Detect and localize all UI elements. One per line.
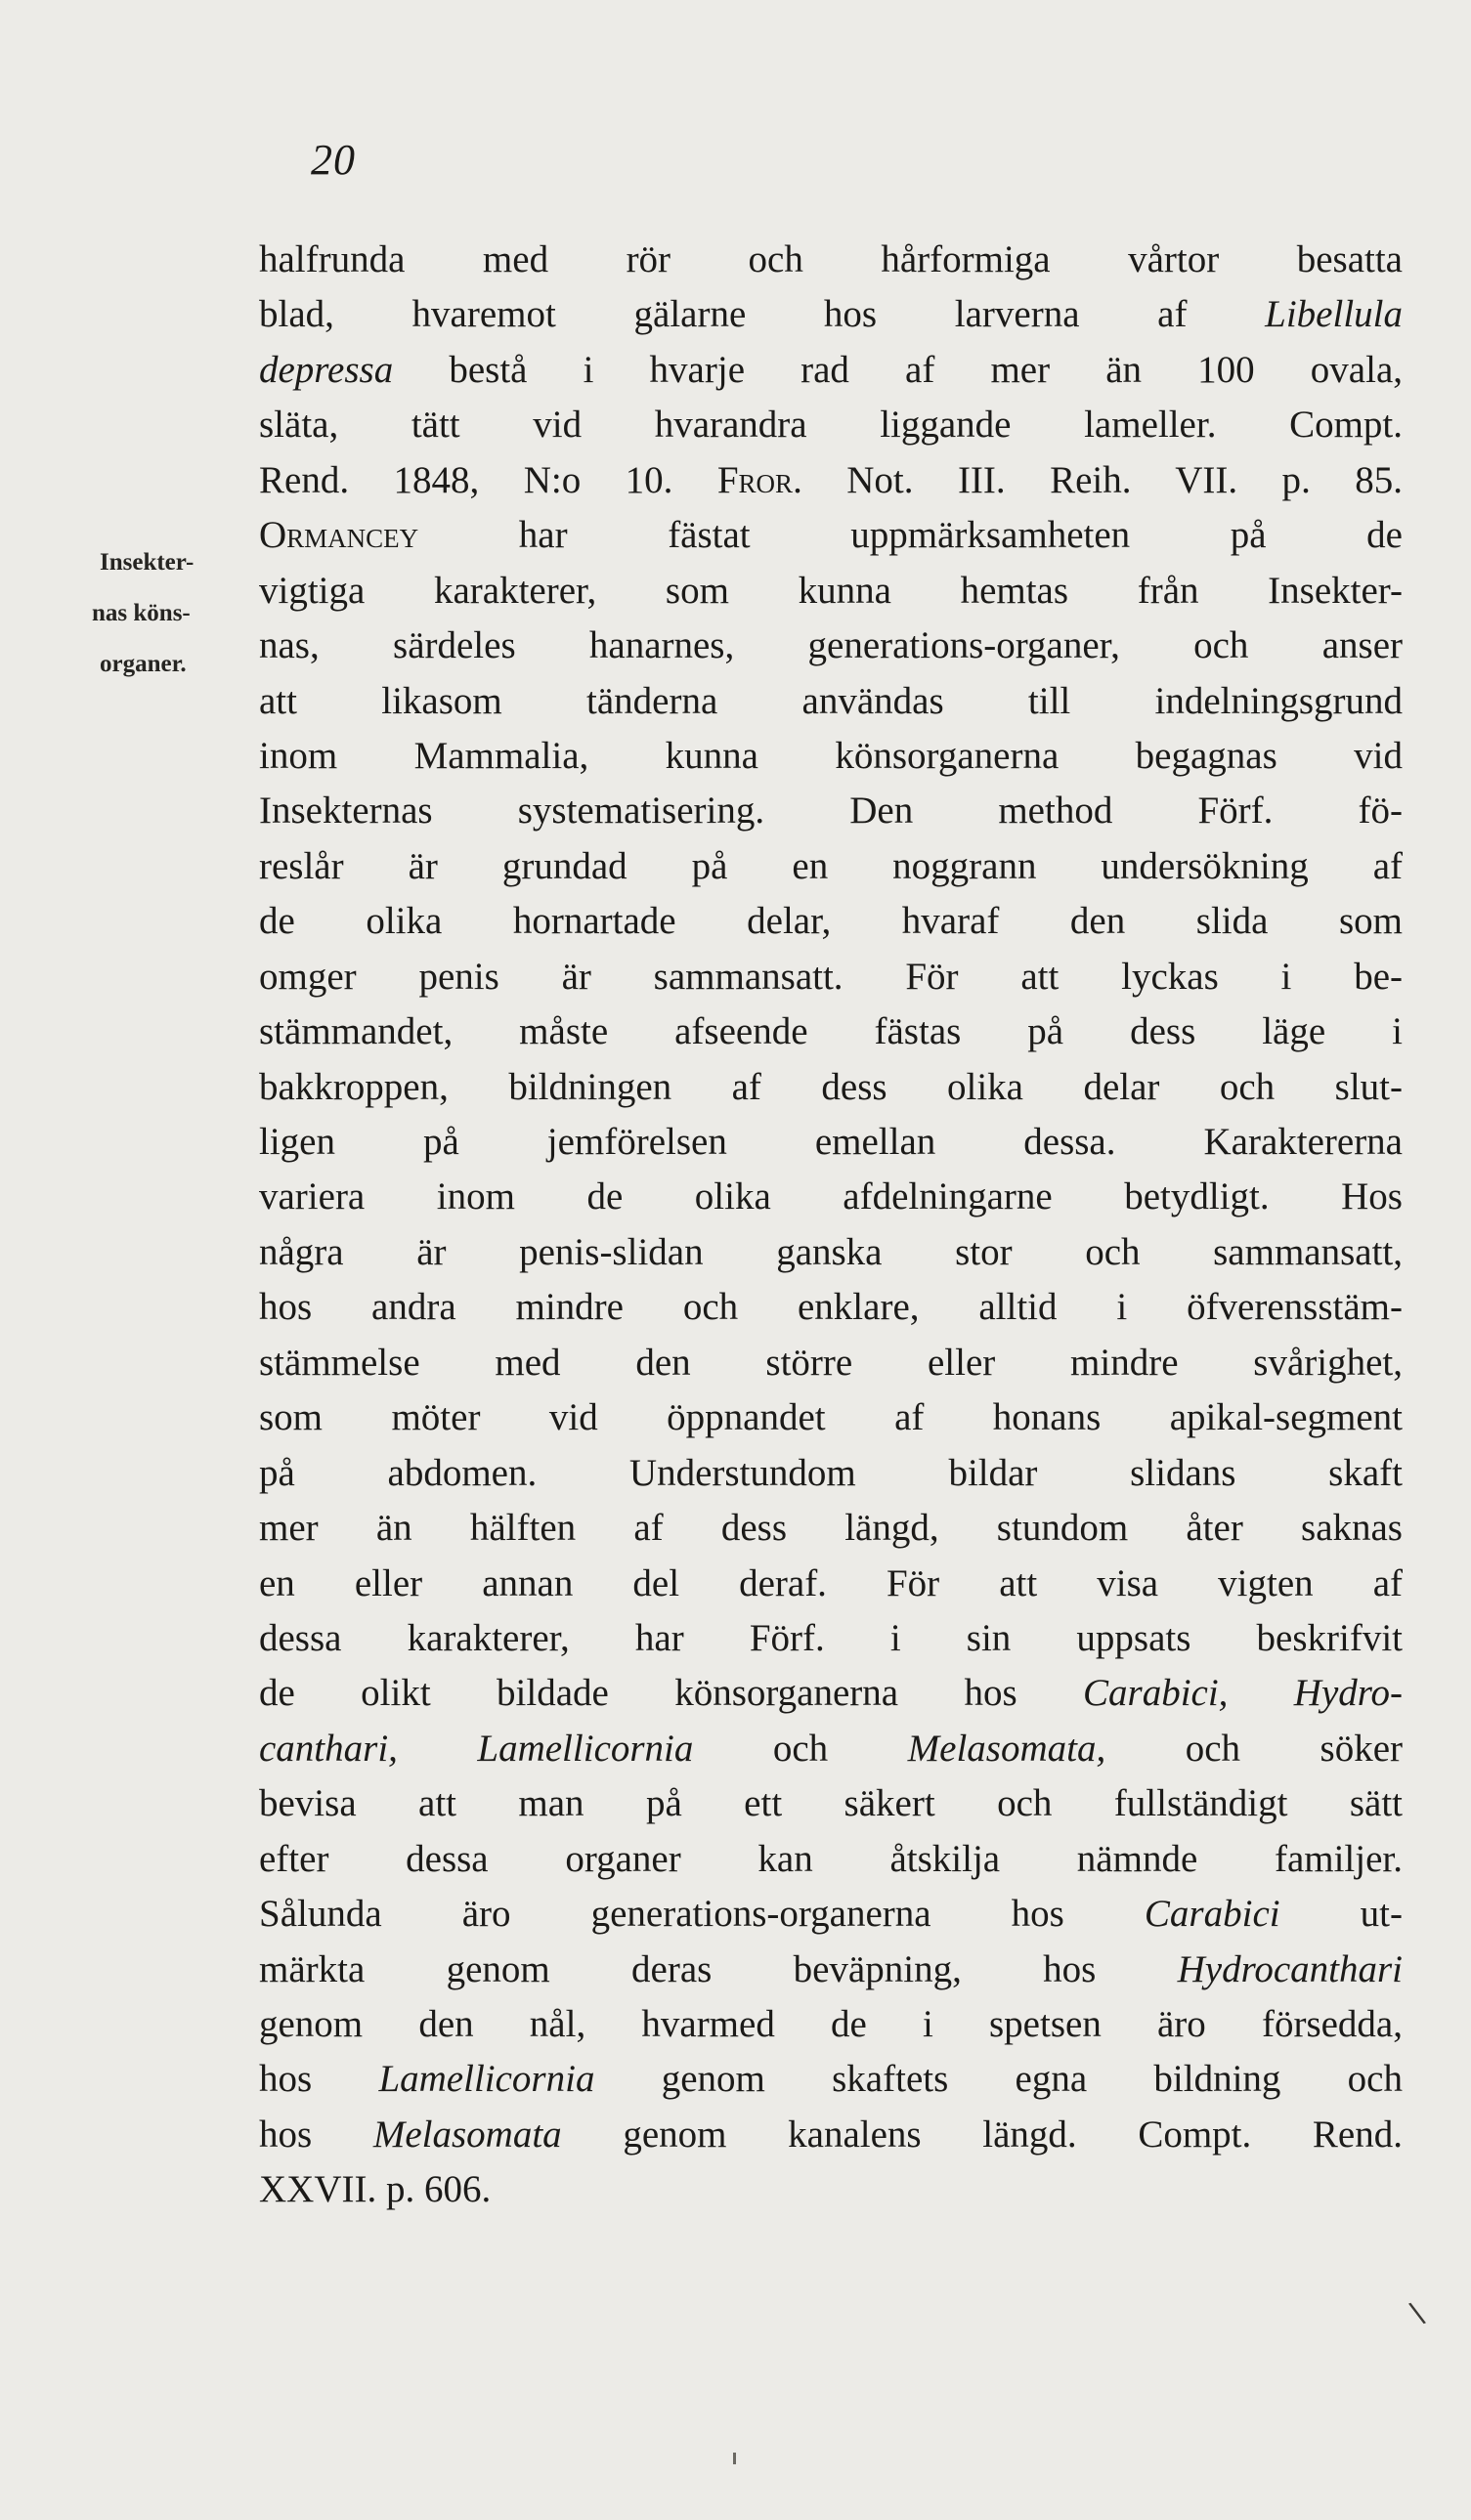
text-line <box>259 1611 1403 1666</box>
text-line <box>259 784 1403 838</box>
text-segment: hos <box>259 2058 379 2101</box>
text-line <box>259 1004 1403 1059</box>
stray-dot <box>733 2453 736 2464</box>
text-segment: dessa karakterer, har Förf. i sin uppsats beskrifvit <box>259 1616 1403 1659</box>
text-segment: och söker <box>1105 1727 1403 1770</box>
stray-mark: \ <box>1406 2295 1428 2331</box>
text-line <box>259 1666 1403 1721</box>
text-segment: inom Mammalia, kunna könsorganerna begagnas vid <box>259 734 1403 777</box>
text-segment: stämmelse med den större eller mindre svårighet, <box>259 1341 1403 1384</box>
text-line <box>259 233 1403 287</box>
text-line <box>259 839 1403 894</box>
text-segment: omger penis är sammansatt. För att lyckas i be- <box>259 955 1403 998</box>
text-segment: hos andra mindre och enklare, alltid i öfverensstäm- <box>259 1286 1403 1329</box>
small-caps-name: Fror <box>716 458 794 501</box>
text-segment: stämmandet, måste afseende fästas på dess läge i <box>259 1010 1403 1053</box>
text-line <box>259 564 1403 619</box>
italic-term: Libellula <box>1265 293 1403 336</box>
text-segment: variera inom de olika afdelningarne betydligt. Hos <box>259 1175 1403 1218</box>
text-segment: hos <box>259 2113 373 2156</box>
italic-term: Carabici <box>1144 1893 1280 1936</box>
text-line <box>259 619 1403 673</box>
italic-term: Lamellicornia <box>378 2058 595 2101</box>
text-segment: efter dessa organer kan åtskilja nämnde familjer. <box>259 1837 1403 1880</box>
italic-term: depressa <box>259 348 394 391</box>
text-segment: och <box>693 1727 908 1770</box>
text-segment: XXVII. p. 606. <box>259 2168 492 2211</box>
text-line <box>259 1557 1403 1611</box>
text-line <box>259 508 1403 563</box>
small-caps-name: Ormancey <box>259 514 419 557</box>
text-line <box>259 343 1403 398</box>
text-segment: som möter vid öppnandet af honans apikal-segment <box>259 1396 1403 1439</box>
text-segment: Sålunda äro generations-organerna hos <box>259 1893 1145 1936</box>
text-line <box>259 1887 1403 1942</box>
text-segment: de olikt bildade könsorganerna hos <box>259 1672 1083 1715</box>
page-number: 20 <box>311 136 356 184</box>
text-line <box>259 287 1403 342</box>
text-line <box>259 2108 1403 2162</box>
text-line <box>259 1943 1403 1997</box>
text-line <box>259 1446 1403 1501</box>
text-line <box>259 1722 1403 1776</box>
text-segment: Rend. 1848, N:o 10. <box>259 458 717 501</box>
text-segment: bevisa att man på ett säkert och fullständigt sätt <box>259 1782 1403 1825</box>
body-text <box>259 233 1403 2218</box>
text-line <box>259 1280 1403 1335</box>
italic-term: Hydrocanthari <box>1177 1947 1403 1990</box>
text-segment: några är penis-slidan ganska stor och sammansatt, <box>259 1230 1403 1273</box>
margin-note-line: organer. <box>100 651 187 677</box>
text-line <box>259 398 1403 452</box>
margin-note <box>92 537 266 690</box>
text-line <box>259 2162 1403 2217</box>
text-line <box>259 674 1403 729</box>
text-segment: Insekternas systematisering. Den method Förf. fö- <box>259 790 1403 833</box>
text-segment: ligen på jemförelsen emellan dessa. Karaktererna <box>259 1121 1403 1163</box>
italic-term: Melasomata, <box>907 1727 1106 1770</box>
text-segment: genom den nål, hvarmed de i spetsen äro försedda, <box>259 2003 1403 2045</box>
text-segment: märkta genom deras beväpning, hos <box>259 1947 1178 1990</box>
text-segment: nas, särdeles hanarnes, generations-organer, och anser <box>259 624 1403 667</box>
italic-term: canthari, Lamellicornia <box>259 1727 694 1770</box>
text-segment: . Not. III. Reih. VII. p. 85. <box>793 458 1404 501</box>
text-line <box>259 894 1403 949</box>
text-segment: blad, hvaremot gälarne hos larverna af <box>259 293 1266 336</box>
text-segment: har fästat uppmärksamheten på de <box>418 514 1403 557</box>
text-segment: genom kanalens längd. Compt. Rend. <box>561 2113 1403 2156</box>
italic-term: Carabici, Hydro- <box>1083 1672 1403 1715</box>
text-line <box>259 2052 1403 2107</box>
text-segment: en eller annan del deraf. För att visa vigten af <box>259 1561 1403 1604</box>
text-segment: bakkroppen, bildningen af dess olika delar och slut- <box>259 1065 1403 1108</box>
text-line <box>259 1170 1403 1224</box>
text-segment: mer än hälften af dess längd, stundom åter saknas <box>259 1507 1403 1550</box>
text-segment: på abdomen. Understundom bildar slidans skaft <box>259 1451 1403 1494</box>
text-line <box>259 1501 1403 1556</box>
margin-note-line: nas köns- <box>92 600 191 626</box>
text-segment: vigtiga karakterer, som kunna hemtas från Insekter- <box>259 569 1403 612</box>
text-line <box>259 729 1403 784</box>
text-line <box>259 1776 1403 1831</box>
text-line <box>259 1390 1403 1445</box>
text-line <box>259 950 1403 1004</box>
margin-note-line: Insekter- <box>100 549 195 576</box>
text-segment: genom skaftets egna bildning och <box>594 2058 1403 2101</box>
text-line <box>259 1225 1403 1280</box>
text-segment: reslår är grundad på en noggrann undersökning af <box>259 844 1403 887</box>
text-segment: ut- <box>1279 1893 1404 1936</box>
text-line <box>259 1997 1403 2052</box>
text-segment: halfrunda med rör och hårformiga vårtor besatta <box>259 238 1403 280</box>
text-line <box>259 1060 1403 1115</box>
text-line <box>259 1115 1403 1170</box>
text-line <box>259 453 1403 508</box>
text-segment: släta, tätt vid hvarandra liggande lameller. Compt. <box>259 404 1403 447</box>
text-segment: att likasom tänderna användas till indelningsgrund <box>259 679 1403 722</box>
text-segment: bestå i hvarje rad af mer än 100 ovala, <box>393 348 1403 391</box>
italic-term: Melasomata <box>372 2113 562 2156</box>
text-line <box>259 1336 1403 1390</box>
text-segment: de olika hornartade delar, hvaraf den slida som <box>259 900 1403 943</box>
text-line <box>259 1832 1403 1887</box>
